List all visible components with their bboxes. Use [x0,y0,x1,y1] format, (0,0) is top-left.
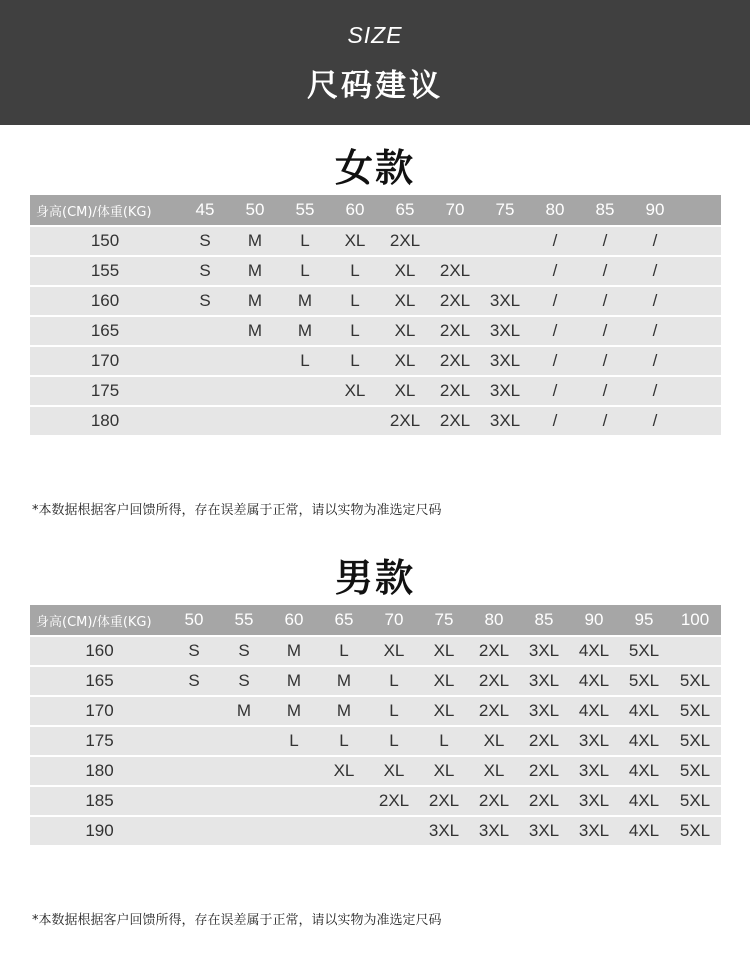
table-row [30,407,721,435]
weight-header: 80 [545,200,565,219]
page-header [0,0,750,125]
size-cell: L [300,261,310,280]
size-cell: 2XL [528,761,560,780]
size-cell: 2XL [528,731,560,750]
size-cell: S [238,641,250,660]
size-cell: 3XL [578,821,610,840]
size-cell: 2XL [378,791,410,810]
table-row [30,817,721,845]
height-cell: 160 [85,641,114,660]
size-cell: 2XL [439,381,471,400]
weight-header: 70 [445,200,465,219]
weight-header: 55 [295,200,315,219]
size-cell: 3XL [528,821,560,840]
size-cell: M [286,701,302,720]
size-cell: M [247,321,263,340]
size-cell: 3XL [528,641,560,660]
size-cell: 3XL [528,701,560,720]
size-cell: / [552,411,558,430]
size-cell: 5XL [679,701,711,720]
size-cell: 2XL [439,321,471,340]
weight-header: 65 [395,200,415,219]
size-cell: XL [383,761,405,780]
size-cell: XL [344,381,366,400]
size-cell: L [339,731,349,750]
height-cell: 170 [90,351,120,370]
size-cell: 2XL [439,261,471,280]
weight-header: 55 [234,610,254,629]
table-row [30,787,721,815]
size-cell: 3XL [528,671,560,690]
size-cell: S [199,291,211,310]
size-cell: L [439,731,449,750]
size-cell: 3XL [578,761,610,780]
size-cell: XL [394,351,416,370]
size-cell: 5XL [628,671,660,690]
men-size-note: *本数据根据客户回馈所得，存在误差属于正常，请以实物为准选定尺码 [32,913,442,928]
size-cell: L [350,291,360,310]
weight-header: 90 [584,610,604,629]
size-cell: L [300,231,310,250]
table-header-row [30,605,721,635]
size-cell: M [236,701,252,720]
size-cell: / [552,351,558,370]
height-cell: 165 [90,321,120,340]
size-cell: / [602,321,608,340]
size-cell: / [602,231,608,250]
table-row [30,757,721,785]
weight-header: 100 [680,610,710,629]
size-cell: / [552,231,558,250]
height-cell: 170 [85,701,114,720]
table-row [30,347,721,375]
size-cell: L [389,731,399,750]
size-cell: M [247,261,263,280]
size-cell: L [389,671,399,690]
size-cell: / [652,291,658,310]
table-row [30,317,721,345]
size-cell: XL [433,761,455,780]
size-cell: XL [394,261,416,280]
size-cell: XL [383,641,405,660]
size-cell: / [652,381,658,400]
size-cell: 2XL [389,411,421,430]
weight-header: 50 [245,200,265,219]
size-cell: / [552,261,558,280]
size-cell: 3XL [428,821,460,840]
size-cell: / [652,351,658,370]
table-header-row [30,195,721,225]
size-cell: / [602,351,608,370]
weight-header: 95 [634,610,654,629]
height-cell: 175 [85,731,114,750]
size-cell: / [552,321,558,340]
header-label: 身高(CM)/体重(KG) [36,614,152,630]
size-cell: M [336,671,352,690]
size-cell: XL [394,381,416,400]
size-cell: M [247,291,263,310]
size-cell: XL [483,731,505,750]
size-cell: 3XL [489,411,521,430]
size-cell: / [602,411,608,430]
size-cell: S [238,671,250,690]
size-cell: M [286,671,302,690]
table-row [30,227,721,255]
size-cell: S [199,231,211,250]
size-cell: 2XL [478,671,510,690]
size-cell: 3XL [489,381,521,400]
size-cell: S [199,261,211,280]
size-cell: 5XL [679,761,711,780]
table-row [30,257,721,285]
height-cell: 190 [85,821,114,840]
women-size-note: *本数据根据客户回馈所得，存在误差属于正常，请以实物为准选定尺码 [32,503,442,518]
weight-header: 60 [345,200,365,219]
size-cell: / [552,291,558,310]
size-cell: L [300,351,310,370]
size-cell: 2XL [478,791,510,810]
size-cell: M [286,641,302,660]
weight-header: 90 [645,200,665,219]
size-cell: 4XL [578,701,610,720]
height-cell: 155 [90,261,120,280]
size-cell: 4XL [628,791,660,810]
weight-header: 70 [384,610,404,629]
size-cell: 3XL [578,791,610,810]
size-cell: 3XL [489,291,521,310]
size-cell: L [350,351,360,370]
header-label: 身高(CM)/体重(KG) [36,204,152,220]
size-cell: 2XL [528,791,560,810]
size-cell: M [297,291,313,310]
size-cell: 5XL [679,731,711,750]
size-cell: 4XL [578,641,610,660]
size-cell: / [602,381,608,400]
size-cell: 2XL [478,701,510,720]
weight-header: 75 [495,200,515,219]
size-cell: L [289,731,299,750]
table-row [30,667,721,695]
height-cell: 175 [90,381,120,400]
size-cell: 5XL [628,641,660,660]
weight-header: 80 [484,610,504,629]
size-label: SIZE [347,22,403,48]
size-cell: 2XL [428,791,460,810]
weight-header: 65 [334,610,354,629]
size-cell: L [339,641,349,660]
weight-header: 60 [284,610,304,629]
men-section-title: 男款 [334,556,415,600]
table-row [30,697,721,725]
height-cell: 150 [90,231,120,250]
height-cell: 165 [85,671,114,690]
size-cell: 3XL [489,351,521,370]
women-size-table [30,195,721,437]
women-section-title: 女款 [334,146,415,190]
size-cell: / [652,411,658,430]
men-size-table [30,605,721,847]
size-cell: XL [333,761,355,780]
size-cell: 2XL [478,641,510,660]
size-cell: M [297,321,313,340]
weight-header: 85 [534,610,554,629]
size-cell: / [652,231,658,250]
page-title: 尺码建议 [307,68,443,104]
table-row [30,377,721,405]
size-cell: L [350,321,360,340]
size-cell: 3XL [478,821,510,840]
size-cell: 3XL [578,731,610,750]
height-cell: 180 [90,411,120,430]
height-cell: 185 [85,791,114,810]
size-cell: XL [394,291,416,310]
size-cell: S [188,641,200,660]
table-row [30,727,721,755]
size-cell: 5XL [679,821,711,840]
size-cell: 2XL [439,351,471,370]
table-row [30,637,721,665]
size-cell: M [336,701,352,720]
table-row [30,287,721,315]
weight-header: 85 [595,200,615,219]
size-cell: XL [394,321,416,340]
size-cell: 2XL [439,411,471,430]
size-cell: 2XL [439,291,471,310]
size-cell: XL [433,641,455,660]
weight-header: 50 [184,610,204,629]
size-cell: 5XL [679,671,711,690]
size-cell: 5XL [679,791,711,810]
size-cell: 4XL [578,671,610,690]
height-cell: 180 [85,761,114,780]
size-cell: 3XL [489,321,521,340]
size-cell: 2XL [389,231,421,250]
size-cell: / [552,381,558,400]
size-cell: XL [344,231,366,250]
size-cell: XL [433,671,455,690]
size-cell: L [350,261,360,280]
size-cell: / [602,261,608,280]
size-cell: / [652,321,658,340]
size-cell: S [188,671,200,690]
size-cell: 4XL [628,731,660,750]
size-cell: XL [483,761,505,780]
size-cell: 4XL [628,701,660,720]
size-cell: / [652,261,658,280]
size-cell: M [247,231,263,250]
height-cell: 160 [90,291,120,310]
size-cell: L [389,701,399,720]
size-cell: XL [433,701,455,720]
weight-header: 45 [195,200,215,219]
size-cell: 4XL [628,821,660,840]
weight-header: 75 [434,610,454,629]
size-cell: 4XL [628,761,660,780]
size-cell: / [602,291,608,310]
